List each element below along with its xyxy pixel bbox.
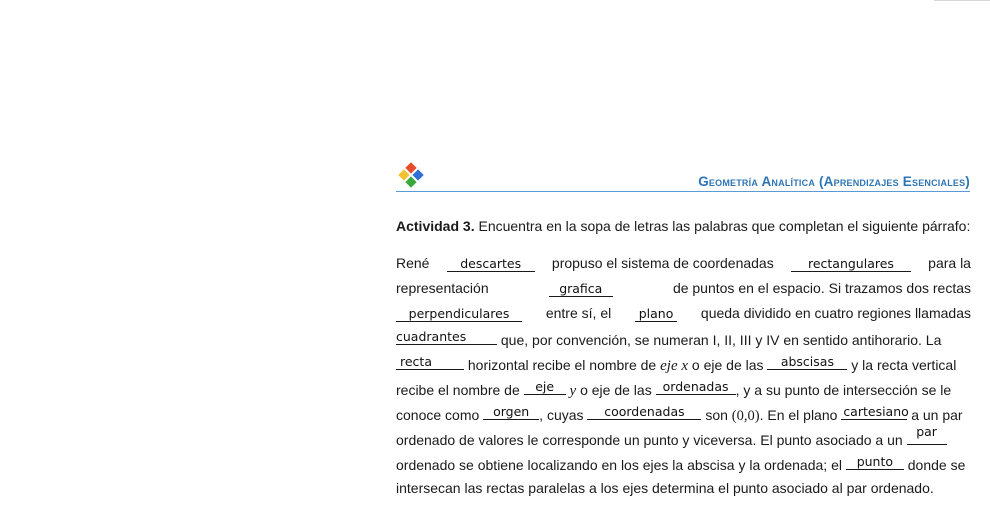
text: donde se bbox=[907, 457, 966, 473]
answer-blank bbox=[549, 281, 613, 297]
text: representación bbox=[396, 280, 489, 296]
paragraph-line-3 bbox=[396, 304, 971, 322]
text: son bbox=[705, 407, 728, 423]
answer-blank bbox=[524, 379, 566, 395]
activity-instruction bbox=[396, 218, 976, 234]
activity-label: Actividad 3. bbox=[396, 218, 475, 234]
paragraph-line-10 bbox=[396, 479, 971, 497]
text: , cuyas bbox=[539, 407, 584, 423]
answer-text: descartes bbox=[460, 256, 522, 271]
paragraph-line-1 bbox=[396, 254, 971, 272]
answer-blank bbox=[396, 306, 522, 322]
header-title: Geometría Analítica (Aprendizajes Esenciales) bbox=[698, 174, 970, 189]
answer-blank bbox=[656, 379, 736, 395]
answer-text: plano bbox=[638, 306, 674, 321]
text: o eje de las bbox=[580, 382, 652, 398]
answer-text: orgen bbox=[493, 404, 530, 419]
answer-blank bbox=[396, 329, 497, 345]
text: conoce como bbox=[396, 407, 480, 423]
answer-blank bbox=[846, 454, 904, 470]
text: propuso el sistema de coordenadas bbox=[551, 255, 774, 271]
paragraph-line-5 bbox=[396, 354, 971, 375]
answer-text: abscisas bbox=[780, 354, 834, 369]
text: entre sí, el bbox=[545, 305, 612, 321]
math-text: eje x bbox=[660, 358, 689, 374]
answer-text: punto bbox=[856, 454, 894, 469]
answer-text: ordenadas bbox=[662, 379, 729, 394]
answer-blank bbox=[791, 256, 911, 272]
text: ordenado se obtiene localizando en los ejes la abscisa y la ordenada; el bbox=[396, 457, 842, 473]
text: para la bbox=[928, 255, 971, 271]
answer-text: eje bbox=[535, 379, 555, 394]
text: . En el plano bbox=[759, 407, 838, 423]
text: que, por convención, se numeran I, II, III y IV en sentido antihorario. La bbox=[500, 332, 942, 348]
header-rule bbox=[396, 191, 970, 192]
top-edge-line bbox=[934, 0, 990, 1]
paragraph-line-9 bbox=[396, 454, 971, 474]
text: ordenado de valores le corresponde un punto y viceversa. El punto asociado a un bbox=[396, 432, 903, 448]
answer-text: perpendiculares bbox=[408, 306, 510, 321]
paragraph-line-2 bbox=[396, 279, 971, 297]
text: , y a su punto de intersección se le bbox=[735, 382, 952, 398]
answer-text: coordenadas bbox=[604, 404, 685, 419]
answer-text: grafica bbox=[559, 281, 603, 296]
text: René bbox=[396, 255, 430, 271]
answer-blank bbox=[587, 404, 701, 420]
answer-blank bbox=[907, 424, 947, 445]
answer-blank bbox=[483, 404, 539, 420]
activity-text: Encuentra en la sopa de letras las palabras que completan el siguiente párrafo: bbox=[478, 218, 971, 234]
paragraph-line-4 bbox=[396, 329, 971, 349]
text: o eje de las bbox=[691, 357, 764, 373]
answer-text: cartesiano bbox=[843, 404, 909, 419]
text: y la recta vertical bbox=[851, 357, 957, 373]
answer-text: rectangulares bbox=[807, 256, 894, 271]
answer-blank bbox=[396, 354, 464, 370]
math-text: (0,0) bbox=[731, 408, 760, 424]
paragraph-line-7 bbox=[396, 404, 971, 425]
answer-blank bbox=[767, 354, 847, 370]
colored-diamond-logo bbox=[396, 160, 426, 190]
paragraph-line-8 bbox=[396, 424, 971, 449]
answer-text: par bbox=[916, 424, 937, 439]
text: queda dividido en cuatro regiones llamadas bbox=[700, 305, 971, 321]
answer-blank bbox=[447, 256, 535, 272]
text: a un par bbox=[911, 407, 963, 423]
text: recibe el nombre de bbox=[396, 382, 520, 398]
answer-text: recta bbox=[400, 354, 432, 369]
answer-blank bbox=[841, 404, 907, 420]
answer-blank bbox=[635, 306, 677, 322]
answer-text: cuadrantes bbox=[396, 329, 467, 344]
text: de puntos en el espacio. Si trazamos dos rectas bbox=[672, 280, 971, 296]
text: intersecan las rectas paralelas a los ejes determina el punto asociado al par ordenado. bbox=[396, 480, 934, 496]
text: horizontal recibe el nombre de bbox=[467, 357, 657, 373]
math-text: y bbox=[569, 383, 577, 399]
paragraph-line-6 bbox=[396, 379, 971, 400]
